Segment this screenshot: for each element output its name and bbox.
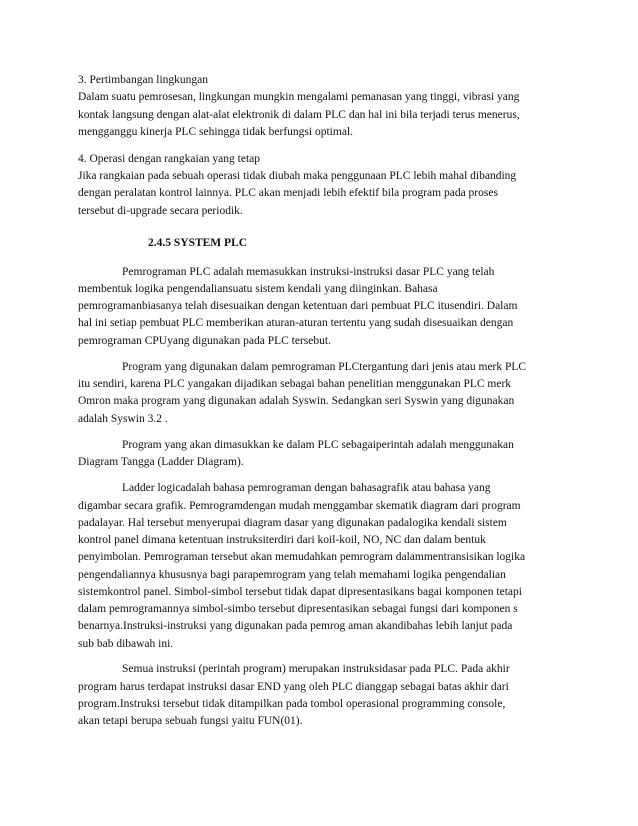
text-line: itu sendiri, karena PLC yangakan dijadikan sebagai bahan penelitian menggunakan PLC merk: [78, 378, 512, 390]
text-line: akan tetapi berupa sebuah fungsi yaitu FUN(01).: [78, 715, 303, 727]
text-line: membentuk logika pengendaliansuatu sistem kendali yang diinginkan. Bahasa: [78, 283, 438, 295]
text-line: Program yang akan dimasukkan ke dalam PLC sebagaiperintah adalah menggunakan: [122, 439, 514, 451]
text-line: pengendaliannya khususnya bagi parapemrogram yang telah memahami logika pengendalian: [78, 569, 506, 581]
text-line: tersebut di-upgrade secara periodik.: [78, 205, 243, 217]
text-line: Program yang digunakan dalam pemrograman PLCtergantung dari jenis atau merk PLC: [122, 361, 527, 373]
text-line: 3. Pertimbangan lingkungan: [78, 74, 208, 86]
text-line: Jika rangkaian pada sebuah operasi tidak diubah maka penggunaan PLC lebih mahal dibanding: [78, 170, 517, 182]
text-line: program.Instruksi tersebut tidak ditampilkan pada tombol operasional programming console,: [78, 698, 506, 710]
text-line: pemrogramanbiasanya telah disesuaikan dengan ketentuan dari pembuat PLC itusendiri. Dalam: [78, 300, 518, 312]
text-line: pemrograman CPUyang digunakan pada PLC tersebut.: [78, 335, 331, 347]
text-line: Semua instruksi (perintah program) merupakan instruksidasar pada PLC. Pada akhir: [122, 663, 510, 675]
text-line: dengan peralatan kontrol lainnya. PLC akan menjadi lebih efektif bila program pada proses: [78, 187, 498, 199]
text-line: hal ini setiap pembuat PLC memberikan aturan-aturan tertentu yang sudah disesuaikan dengan: [78, 317, 514, 329]
text-line: digambar secara grafik. Pemrogramdengan mudah menggambar skematik diagram dari program: [78, 500, 521, 512]
text-line: mengganggu kinerja PLC sehingga tidak berfungsi optimal.: [78, 126, 353, 138]
text-line: 4. Operasi dengan rangkaian yang tetap: [78, 153, 261, 165]
text-line: adalah Syswin 3.2 .: [78, 413, 168, 425]
text-line: Dalam suatu pemrosesan, lingkungan mungkin mengalami pemanasan yang tinggi, vibrasi yang: [78, 91, 520, 103]
section-heading: 2.4.5 SYSTEM PLC: [148, 237, 248, 249]
text-line: Diagram Tangga (Ladder Diagram).: [78, 456, 244, 468]
text-line: Ladder logicadalah bahasa pemrograman dengan bahasagrafik atau bahasa yang: [122, 482, 491, 494]
text-line: kontrol panel dimana ketentuan instruksiterdiri dari koil-koil, NO, NC dan dalam bentuk: [78, 534, 486, 546]
text-line: padalayar. Hal tersebut menyerupai diagram dasar yang digunakan padalogika kendali sistem: [78, 517, 507, 529]
text-line: kontak langsung dengan alat-alat elektronik di dalam PLC dan hal ini bila terjadi terus menerus,: [78, 109, 520, 121]
text-line: benarnya.Instruksi-instruksi yang digunakan pada pemrog aman akandibahas lebih lanjut pada: [78, 620, 513, 632]
text-line: sub bab dibawah ini.: [78, 638, 174, 650]
text-line: Omron maka program yang digunakan adalah Syswin. Sedangkan seri Syswin yang digunakan: [78, 395, 515, 407]
text-line: penyimbolan. Pemrograman tersebut akan memudahkan pemrogram dalammentransisikan logika: [78, 551, 526, 563]
text-line: program harus terdapat instruksi dasar END yang oleh PLC dianggap sebagai batas akhir dari: [78, 681, 509, 693]
text-line: dalam pemrogramannya simbol-simbo tersebut dipresentasikan sebagai fungsi dari komponen s: [78, 603, 518, 615]
text-line: sistemkontrol panel. Simbol-simbol tersebut tidak dapat dipresentasikans bagai komponen tetapi: [78, 586, 522, 598]
text-line: Pemrograman PLC adalah memasukkan instruksi-instruksi dasar PLC yang telah: [122, 266, 495, 278]
